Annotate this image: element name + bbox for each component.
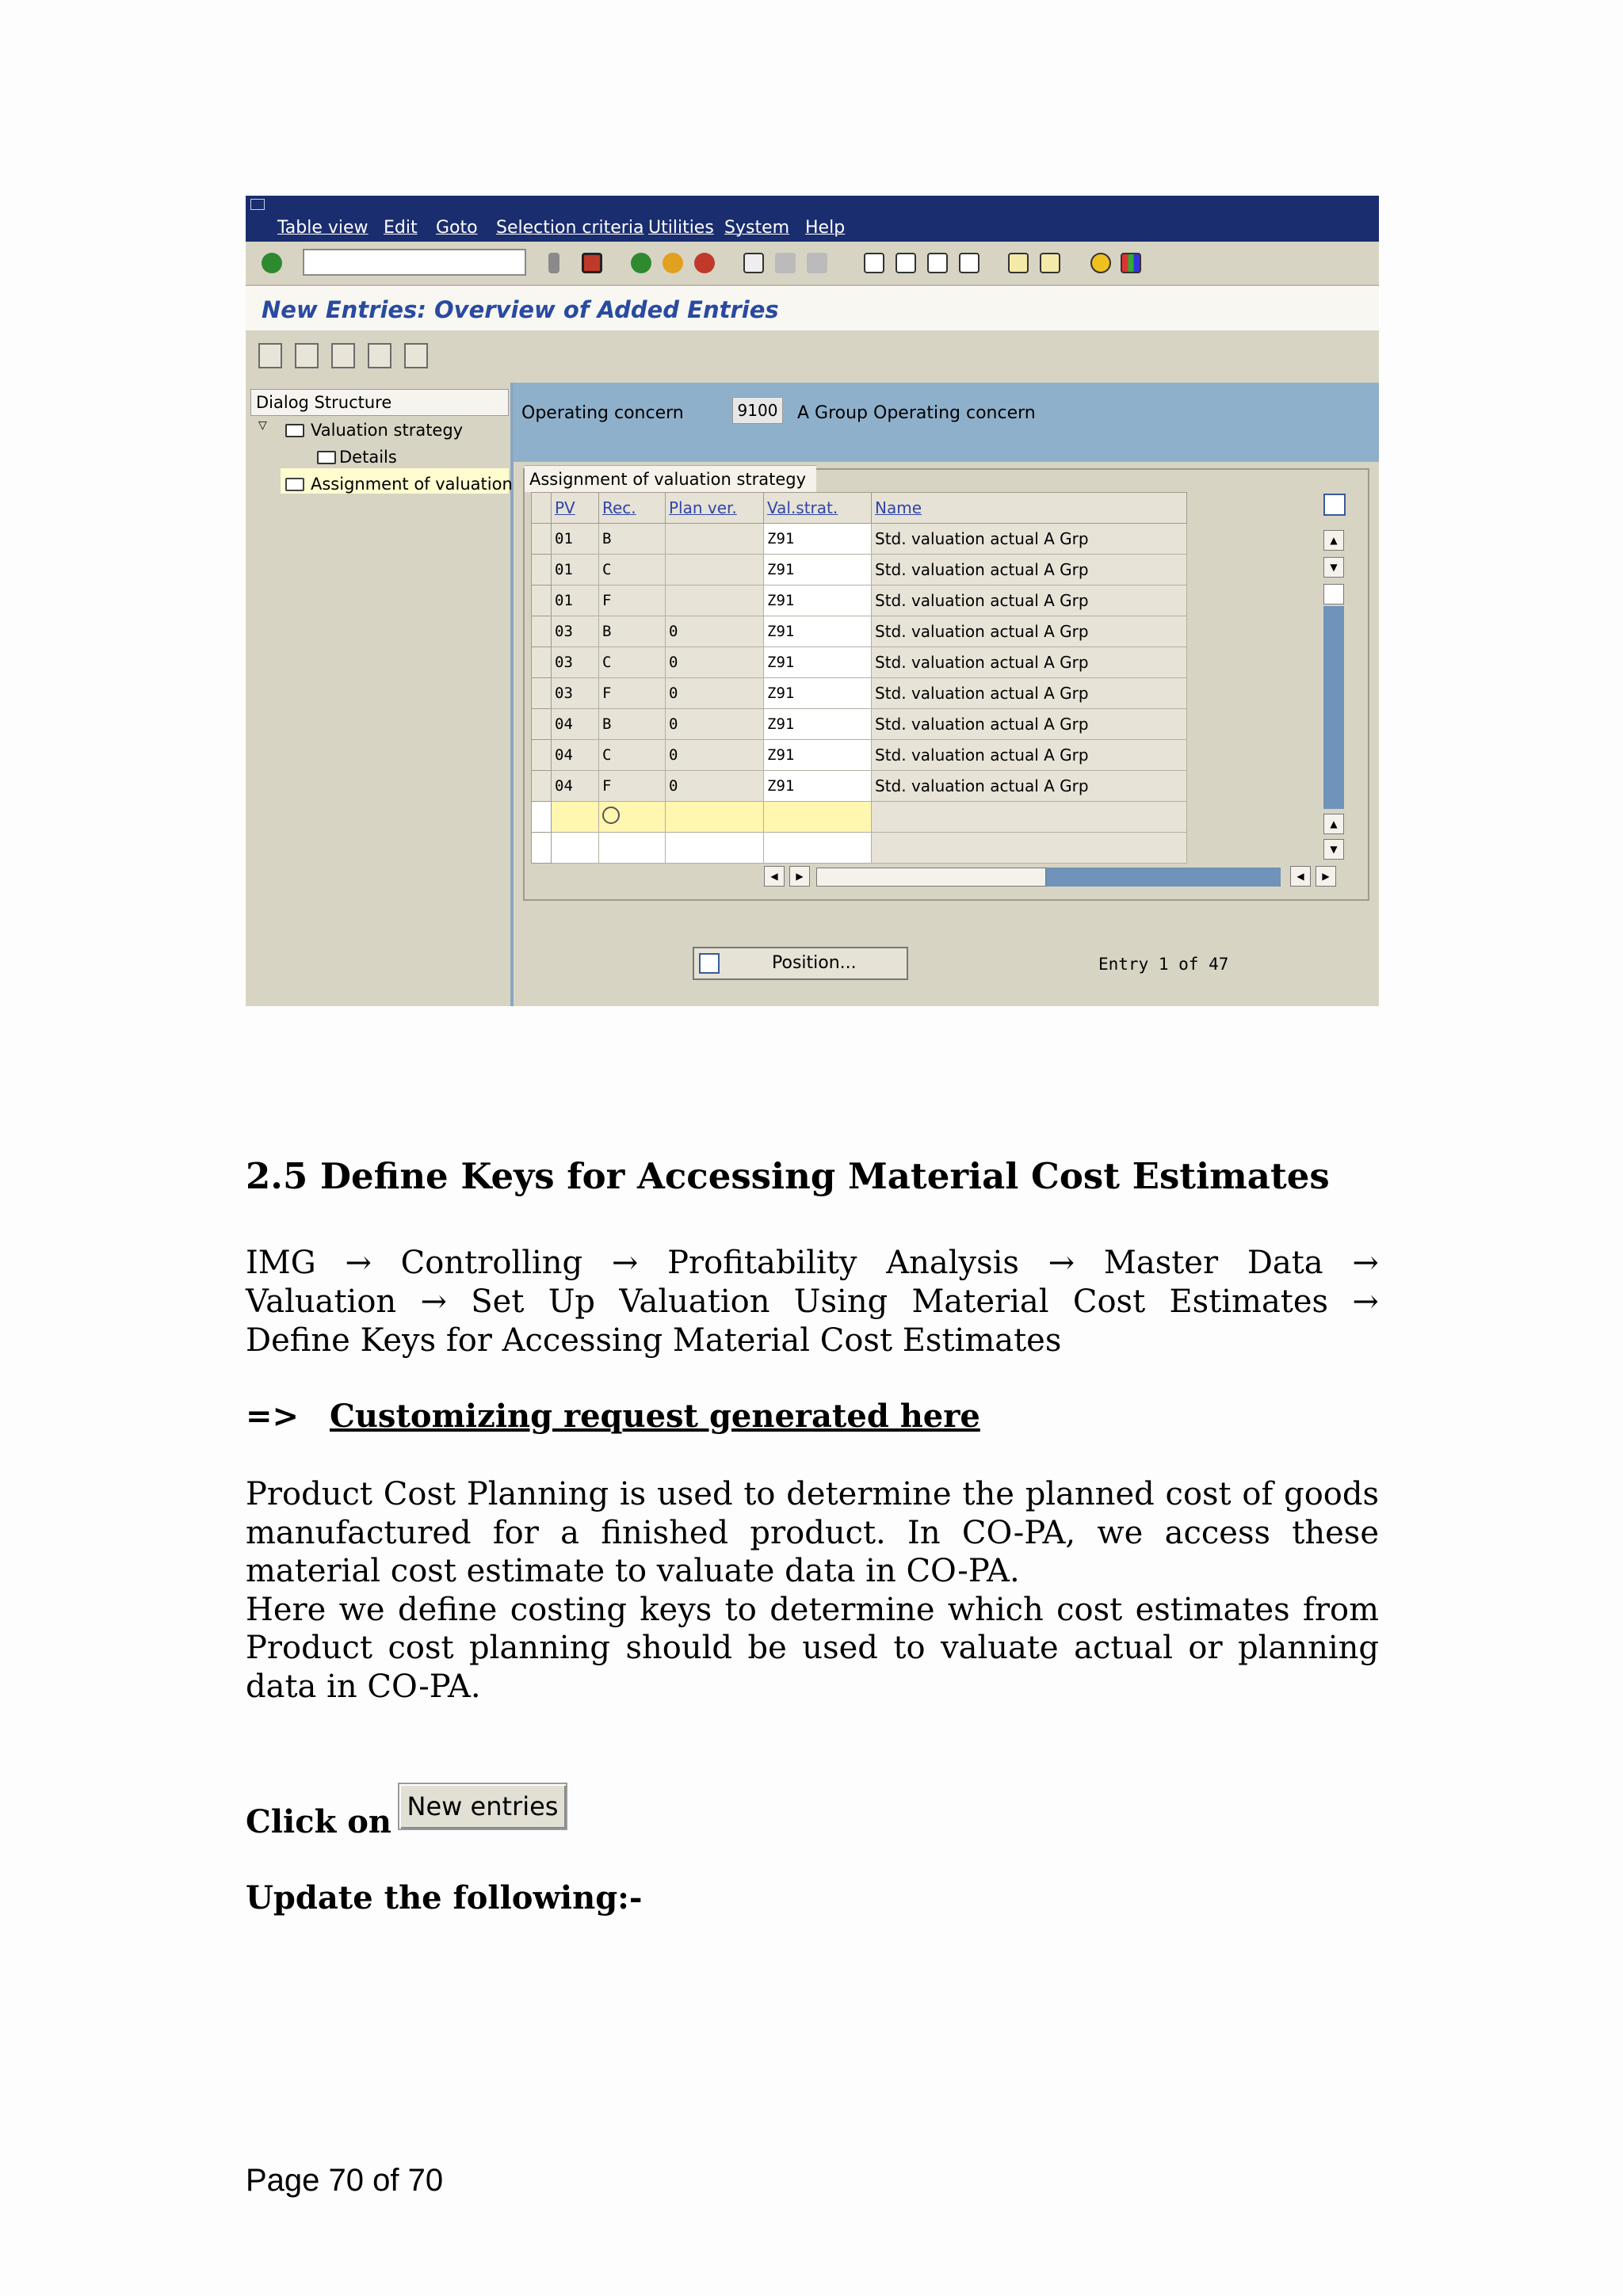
cell-val-strat[interactable]: Z91 bbox=[764, 524, 872, 555]
cell-val-strat[interactable]: Z91 bbox=[764, 647, 872, 678]
path-word: Valuation bbox=[619, 1283, 770, 1320]
table-row[interactable] bbox=[532, 709, 1187, 740]
row-selector[interactable] bbox=[532, 802, 552, 833]
find-next-icon[interactable] bbox=[807, 253, 827, 273]
command-field[interactable] bbox=[303, 249, 526, 276]
arrow-prefix: => bbox=[246, 1398, 300, 1435]
cell-name: Std. valuation actual A Grp bbox=[872, 678, 1187, 709]
tree-item-details[interactable]: Details bbox=[339, 448, 397, 467]
cell-pv: 04 bbox=[552, 740, 599, 771]
input-name bbox=[872, 833, 1187, 864]
cell-rec: F bbox=[599, 585, 666, 616]
expand-arrow-icon[interactable]: ▽ bbox=[258, 419, 267, 432]
customizing-request-link[interactable]: Customizing request generated here bbox=[330, 1398, 980, 1435]
next-page-icon[interactable] bbox=[927, 253, 948, 273]
customizing-request-line bbox=[246, 1398, 980, 1435]
cell-rec: B bbox=[599, 709, 666, 740]
create-session-icon[interactable] bbox=[1008, 253, 1029, 273]
shortcut-icon[interactable] bbox=[1040, 253, 1060, 273]
table-row[interactable] bbox=[532, 771, 1187, 802]
cell-val-strat[interactable]: Z91 bbox=[764, 585, 872, 616]
img-menu-path bbox=[246, 1244, 1379, 1360]
header-band bbox=[514, 383, 1379, 462]
menu-help[interactable]: Help bbox=[805, 218, 846, 238]
select-all-icon[interactable] bbox=[368, 343, 391, 368]
scroll-right-icon[interactable]: ▶ bbox=[789, 866, 810, 887]
page-up-icon[interactable]: ▲ bbox=[1323, 814, 1344, 834]
input-rec[interactable] bbox=[599, 802, 666, 833]
new-entries-button[interactable]: New entries bbox=[398, 1783, 567, 1830]
dialog-structure-header bbox=[250, 389, 509, 416]
path-arrow-icon: → bbox=[1352, 1245, 1379, 1281]
exit-icon[interactable] bbox=[663, 253, 683, 273]
help-icon[interactable] bbox=[1090, 253, 1111, 273]
column-header-val-strat[interactable]: Val.strat. bbox=[764, 493, 872, 524]
column-header-pv[interactable]: PV bbox=[552, 493, 599, 524]
cell-val-strat[interactable]: Z91 bbox=[764, 555, 872, 585]
cell-rec: F bbox=[599, 678, 666, 709]
print-icon[interactable] bbox=[743, 253, 764, 273]
cell-pv: 01 bbox=[552, 524, 599, 555]
row-selector[interactable] bbox=[532, 647, 552, 678]
input-pv[interactable] bbox=[552, 802, 599, 833]
f4-help-icon[interactable] bbox=[602, 807, 620, 824]
input-rec[interactable] bbox=[599, 833, 666, 864]
click-on-label: Click on bbox=[246, 1803, 391, 1840]
cell-pv: 03 bbox=[552, 647, 599, 678]
scroll-right-icon[interactable]: ▶ bbox=[1316, 866, 1336, 887]
table-row[interactable] bbox=[532, 585, 1187, 616]
new-entry-row[interactable] bbox=[532, 802, 1187, 833]
row-selector[interactable] bbox=[532, 555, 552, 585]
cell-plan-ver bbox=[666, 524, 764, 555]
row-selector[interactable] bbox=[532, 585, 552, 616]
table-row[interactable] bbox=[532, 616, 1187, 647]
cell-plan-ver bbox=[666, 555, 764, 585]
cancel-icon[interactable] bbox=[694, 253, 715, 273]
description-paragraphs bbox=[246, 1475, 1379, 1706]
cell-rec: F bbox=[599, 771, 666, 802]
cell-rec: B bbox=[599, 616, 666, 647]
cell-plan-ver: 0 bbox=[666, 678, 764, 709]
row-selector[interactable] bbox=[532, 740, 552, 771]
new-entry-row[interactable] bbox=[532, 833, 1187, 864]
back-icon[interactable] bbox=[548, 253, 559, 273]
input-pv[interactable] bbox=[552, 833, 599, 864]
path-arrow-icon: → bbox=[1352, 1283, 1379, 1320]
path-word: Controlling bbox=[400, 1245, 583, 1281]
section-heading: 2.5 Define Keys for Accessing Material Cost Estimates bbox=[246, 1155, 1330, 1197]
change-display-icon[interactable] bbox=[258, 343, 282, 368]
entry-counter: Entry 1 of 47 bbox=[1098, 955, 1229, 974]
table-row[interactable] bbox=[532, 740, 1187, 771]
dialog-structure-panel bbox=[246, 383, 514, 1006]
path-word: Data bbox=[1247, 1245, 1323, 1281]
back-green-icon[interactable] bbox=[631, 253, 651, 273]
cell-name: Std. valuation actual A Grp bbox=[872, 585, 1187, 616]
menu-selection-criteria[interactable]: Selection criteria bbox=[496, 218, 644, 238]
cell-val-strat[interactable]: Z91 bbox=[764, 678, 872, 709]
previous-page-icon[interactable] bbox=[896, 253, 916, 273]
system-menu-icon[interactable] bbox=[250, 199, 265, 210]
scroll-left-icon[interactable]: ◀ bbox=[764, 866, 785, 887]
open-folder-icon bbox=[285, 478, 304, 491]
table-row[interactable] bbox=[532, 678, 1187, 709]
standard-toolbar bbox=[246, 242, 1379, 286]
column-header-name[interactable]: Name bbox=[872, 493, 1187, 524]
cell-pv: 01 bbox=[552, 555, 599, 585]
page-footer: Page 70 of 70 bbox=[246, 2163, 444, 2198]
cell-pv: 04 bbox=[552, 771, 599, 802]
h-scroll-thumb[interactable] bbox=[816, 868, 1046, 887]
table-row[interactable] bbox=[532, 555, 1187, 585]
scroll-thumb[interactable] bbox=[1323, 584, 1344, 605]
cell-plan-ver: 0 bbox=[666, 616, 764, 647]
path-word: Set bbox=[471, 1283, 525, 1320]
path-line-1 bbox=[246, 1244, 1379, 1283]
check-icon[interactable] bbox=[262, 253, 282, 273]
table-row[interactable] bbox=[532, 647, 1187, 678]
paragraph-costing-keys: Here we define costing keys to determine which cost estimates from Product cost planning should be used to valuate actual or planning data in CO-PA. bbox=[246, 1591, 1379, 1705]
scroll-track[interactable] bbox=[1323, 606, 1344, 809]
assignment-table bbox=[531, 492, 1187, 864]
path-word: Using bbox=[793, 1283, 888, 1320]
path-arrow-icon: → bbox=[611, 1245, 639, 1281]
cell-pv: 03 bbox=[552, 678, 599, 709]
screen-title: New Entries: Overview of Added Entries bbox=[262, 296, 779, 323]
cell-name: Std. valuation actual A Grp bbox=[872, 647, 1187, 678]
column-header-plan-ver[interactable]: Plan ver. bbox=[666, 493, 764, 524]
menu-system[interactable]: System bbox=[724, 218, 790, 238]
tree-item-valuation-strategy[interactable]: Valuation strategy bbox=[311, 421, 464, 440]
copy-icon[interactable] bbox=[331, 343, 355, 368]
menu-edit[interactable]: Edit bbox=[384, 218, 418, 238]
input-val-strat[interactable] bbox=[764, 802, 872, 833]
table-row[interactable] bbox=[532, 524, 1187, 555]
path-word: Estimates bbox=[1169, 1283, 1329, 1320]
tree-item-assignment-of-valuation[interactable]: Assignment of valuation bbox=[311, 475, 513, 494]
path-word: Profitability bbox=[667, 1245, 857, 1281]
cell-plan-ver: 0 bbox=[666, 740, 764, 771]
column-header-rec[interactable]: Rec. bbox=[599, 493, 666, 524]
menu-goto[interactable]: Goto bbox=[436, 218, 478, 238]
cell-name: Std. valuation actual A Grp bbox=[872, 555, 1187, 585]
first-page-icon[interactable] bbox=[864, 253, 884, 273]
column-settings-icon[interactable] bbox=[1323, 494, 1346, 516]
horizontal-scrollbar[interactable] bbox=[764, 866, 1350, 890]
find-icon[interactable] bbox=[775, 253, 796, 273]
dialog-structure-title: Dialog Structure bbox=[256, 393, 392, 412]
update-instruction: Update the following:- bbox=[246, 1879, 643, 1917]
menu-table-view[interactable]: Table view bbox=[277, 218, 369, 238]
row-selector[interactable] bbox=[532, 833, 552, 864]
path-word: Valuation bbox=[246, 1283, 397, 1320]
input-plan-ver[interactable] bbox=[666, 833, 764, 864]
scroll-up-icon[interactable]: ▲ bbox=[1323, 530, 1344, 551]
cell-name: Std. valuation actual A Grp bbox=[872, 616, 1187, 647]
path-word: Analysis bbox=[886, 1245, 1019, 1281]
deselect-icon[interactable] bbox=[404, 343, 428, 368]
cell-val-strat[interactable]: Z91 bbox=[764, 616, 872, 647]
row-selector[interactable] bbox=[532, 678, 552, 709]
folder-icon bbox=[317, 451, 336, 464]
operating-concern-label: Operating concern bbox=[521, 403, 684, 423]
detail-panel bbox=[514, 383, 1379, 1006]
row-selector[interactable] bbox=[532, 524, 552, 555]
cell-rec: C bbox=[599, 555, 666, 585]
path-word: Master bbox=[1103, 1245, 1219, 1281]
cell-rec: B bbox=[599, 524, 666, 555]
path-line-2 bbox=[246, 1283, 1379, 1322]
scroll-down-icon[interactable]: ▼ bbox=[1323, 557, 1344, 578]
row-selector[interactable] bbox=[532, 709, 552, 740]
save-list-icon[interactable] bbox=[295, 343, 319, 368]
cell-val-strat[interactable]: Z91 bbox=[764, 771, 872, 802]
cell-pv: 04 bbox=[552, 709, 599, 740]
cell-name: Std. valuation actual A Grp bbox=[872, 524, 1187, 555]
cell-plan-ver: 0 bbox=[666, 771, 764, 802]
input-val-strat[interactable] bbox=[764, 833, 872, 864]
path-arrow-icon: → bbox=[345, 1245, 372, 1281]
last-page-icon[interactable] bbox=[959, 253, 980, 273]
cell-pv: 01 bbox=[552, 585, 599, 616]
cell-name: Std. valuation actual A Grp bbox=[872, 740, 1187, 771]
input-plan-ver[interactable] bbox=[666, 802, 764, 833]
operating-concern-description: A Group Operating concern bbox=[797, 403, 1036, 423]
row-selector[interactable] bbox=[532, 616, 552, 647]
menu-bar bbox=[246, 196, 1379, 242]
cell-plan-ver bbox=[666, 585, 764, 616]
path-word: Up bbox=[548, 1283, 596, 1320]
cell-val-strat[interactable]: Z91 bbox=[764, 740, 872, 771]
path-word: Cost bbox=[1072, 1283, 1146, 1320]
position-button-label: Position... bbox=[772, 953, 857, 973]
path-word: IMG bbox=[246, 1245, 316, 1281]
cell-plan-ver: 0 bbox=[666, 647, 764, 678]
path-arrow-icon: → bbox=[420, 1283, 447, 1320]
position-button[interactable] bbox=[693, 947, 908, 980]
path-line-3: Define Keys for Accessing Material Cost Estimates bbox=[246, 1322, 1062, 1359]
table-title: Assignment of valuation strategy bbox=[525, 465, 816, 492]
application-toolbar bbox=[246, 332, 1379, 378]
h-scroll-track[interactable] bbox=[1046, 868, 1281, 887]
cell-pv: 03 bbox=[552, 616, 599, 647]
select-all-cell[interactable] bbox=[532, 493, 552, 524]
vertical-scrollbar[interactable] bbox=[1323, 530, 1346, 855]
sap-screenshot bbox=[246, 196, 1379, 1006]
input-name bbox=[872, 802, 1187, 833]
layout-icon[interactable] bbox=[1121, 253, 1141, 273]
cell-rec: C bbox=[599, 740, 666, 771]
operating-concern-value: 9100 bbox=[732, 397, 783, 424]
folder-icon bbox=[285, 424, 304, 437]
cell-name: Std. valuation actual A Grp bbox=[872, 709, 1187, 740]
screen-title-bar bbox=[246, 286, 1379, 330]
save-icon[interactable] bbox=[582, 253, 602, 273]
page-down-icon[interactable]: ▼ bbox=[1323, 839, 1344, 860]
menu-utilities[interactable]: Utilities bbox=[648, 218, 714, 238]
cell-plan-ver: 0 bbox=[666, 709, 764, 740]
path-word: Material bbox=[911, 1283, 1049, 1320]
path-arrow-icon: → bbox=[1048, 1245, 1075, 1281]
cell-rec: C bbox=[599, 647, 666, 678]
position-icon bbox=[699, 953, 720, 974]
cell-name: Std. valuation actual A Grp bbox=[872, 771, 1187, 802]
row-selector[interactable] bbox=[532, 771, 552, 802]
paragraph-product-cost-planning: Product Cost Planning is used to determine the planned cost of goods manufactured for a finished product. In CO-PA, we access these material cost estimate to valuate data in CO-PA. bbox=[246, 1476, 1379, 1589]
cell-val-strat[interactable]: Z91 bbox=[764, 709, 872, 740]
scroll-left-icon[interactable]: ◀ bbox=[1290, 866, 1311, 887]
